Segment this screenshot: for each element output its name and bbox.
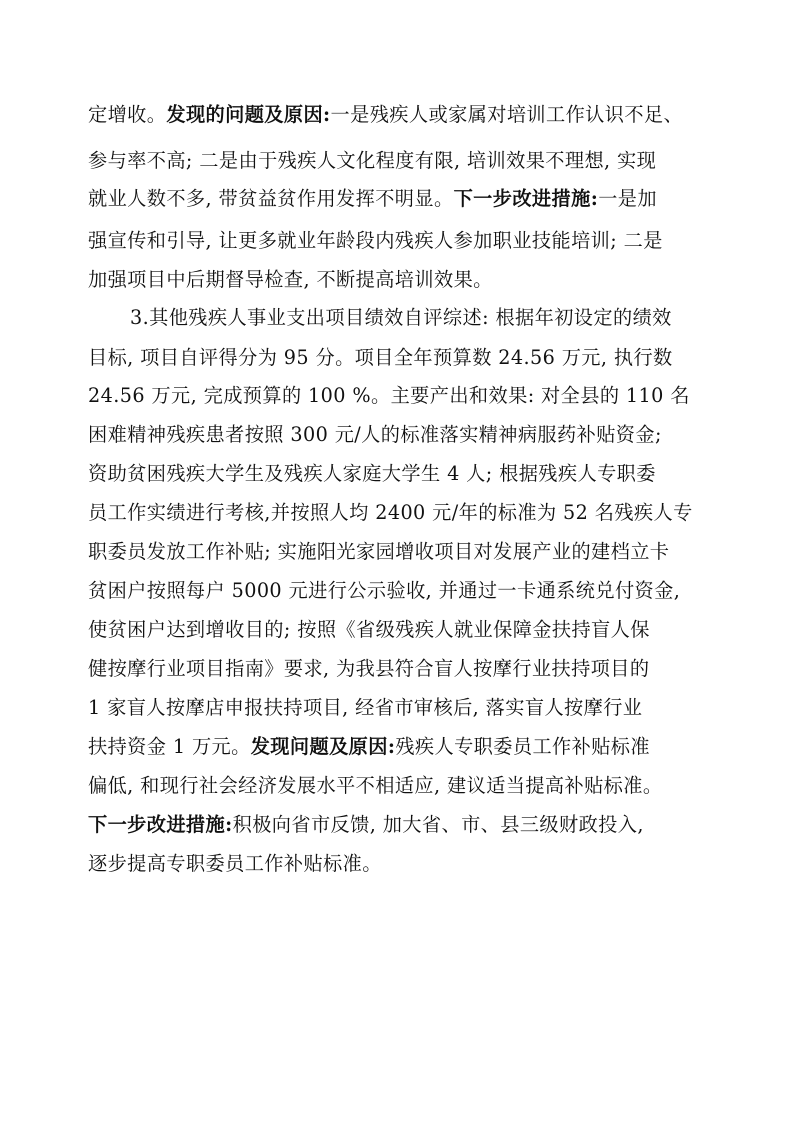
text-line: 强宣传和引导, 让更多就业年龄段内残疾人参加职业技能培训; 二是	[88, 229, 663, 252]
text-line: 使贫困户达到增收目的; 按照《省级残疾人就业保障金扶持盲人保	[88, 618, 650, 641]
heading-next-steps: 下一步改进措施:	[453, 187, 599, 210]
text-line: 参与率不高; 二是由于残疾人文化程度有限, 培训效果不理想, 实现	[88, 149, 657, 172]
text-run: 一是残疾人或家属对培训工作认识不足、	[330, 103, 684, 126]
text-run: 残疾人专职委员工作补贴标准	[395, 735, 650, 758]
heading-found-problems: 发现的问题及原因:	[166, 103, 331, 126]
text-line	[88, 182, 708, 216]
text-line: 困难精神残疾患者按照 300 元/人的标准落实精神病服药补贴资金;	[88, 423, 662, 446]
heading-next-steps: 下一步改进措施:	[88, 813, 233, 836]
text-run: 积极向省市反馈, 加大省、市、县三级财政投入,	[232, 813, 644, 836]
text-line: 加强项目中后期督导检查, 不断提高培训效果。	[88, 268, 493, 291]
text-line: 资助贫困残疾大学生及残疾人家庭大学生 4 人; 根据残疾人专职委	[88, 462, 656, 485]
text-run: 一是加	[598, 187, 657, 210]
text-run: 定增收。	[88, 103, 167, 126]
text-line: 逐步提高专职委员工作补贴标准。	[88, 852, 382, 875]
text-line: 24.56 万元, 完成预算的 100 %。主要产出和效果: 对全县的 110 名	[88, 384, 690, 407]
text-line	[88, 808, 708, 842]
text-line: 健按摩行业项目指南》要求, 为我县符合盲人按摩行业扶持项目的	[88, 657, 650, 680]
text-line: 1 家盲人按摩店申报扶持项目, 经省市审核后, 落实盲人按摩行业	[88, 696, 643, 719]
text-run: 扶持资金 1 万元。	[88, 735, 251, 758]
text-line: 偏低, 和现行社会经济发展水平不相适应, 建议适当提高补贴标准。	[88, 774, 663, 797]
text-run: 就业人数不多, 带贫益贫作用发挥不明显。	[88, 187, 454, 210]
text-line: 目标, 项目自评得分为 95 分。项目全年预算数 24.56 万元, 执行数	[88, 346, 673, 369]
heading-found-problems: 发现问题及原因:	[250, 735, 396, 758]
text-line: 3.其他残疾人事业支出项目绩效自评综述: 根据年初设定的绩效	[130, 306, 672, 329]
text-line	[88, 730, 708, 764]
text-line: 职委员发放工作补贴; 实施阳光家园增收项目对发展产业的建档立卡	[88, 540, 670, 563]
text-line: 贫困户按照每户 5000 元进行公示验收, 并通过一卡通系统兑付资金,	[88, 579, 681, 602]
text-line	[88, 98, 708, 132]
text-line: 员工作实绩进行考核,并按照人均 2400 元/年的标准为 52 名残疾人专	[88, 501, 693, 524]
